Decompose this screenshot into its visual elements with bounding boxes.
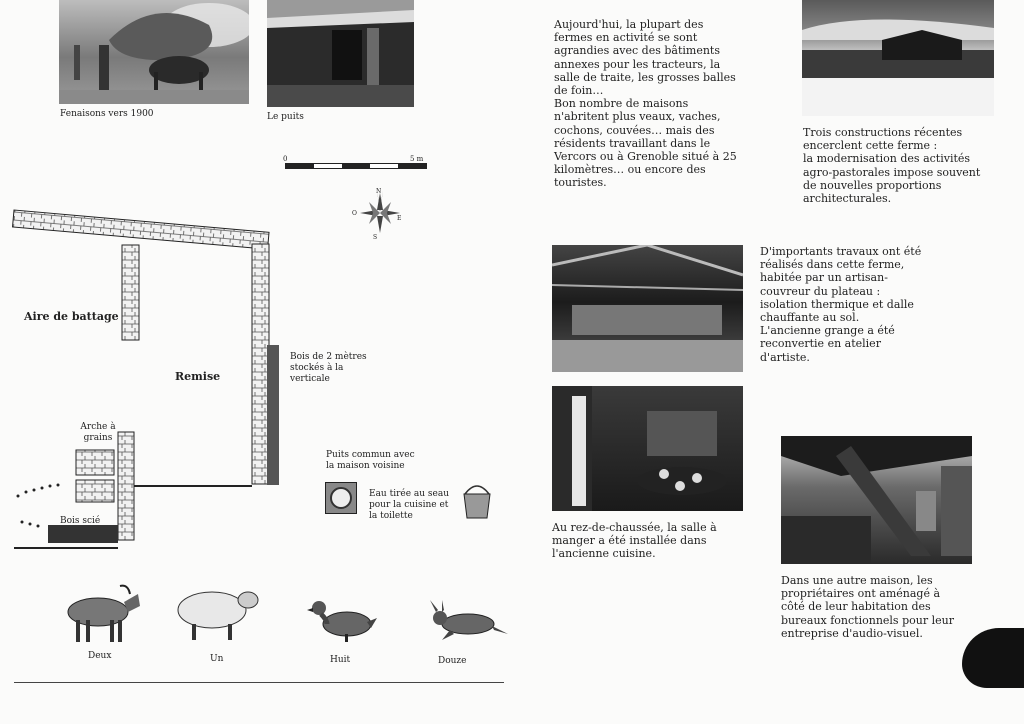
photo-puits <box>267 0 414 107</box>
photo-office <box>781 436 972 564</box>
compass-n: N <box>376 188 382 195</box>
caption-fenaisons: Fenaisons vers 1900 <box>60 109 154 119</box>
plan-puits-commun: Puits commun avec la maison voisine <box>326 450 415 471</box>
duck-icon <box>307 596 379 648</box>
office-scene <box>781 436 972 564</box>
animal-label-duck: Huit <box>330 655 351 665</box>
text-modern-farms: Aujourd'hui, la plupart des fermes en activité se sont agrandies avec des bâtiments annexes pour les tracteurs, la salle de traite, les grosses balles de foin… Bon nombre de maisons n'abritent plus veaux, vaches, cochons, couvées… mais des résidents travaillant dans le Vercors ou à Grenoble situé à 25 kilomètres… ou encore des touristes. <box>554 18 737 190</box>
scale-end-label: 5 m <box>410 155 424 163</box>
text-dining-room: Au rez-de-chaussée, la salle à manger a été installée dans l'ancienne cuisine. <box>552 521 717 561</box>
rabbit-icon <box>424 600 510 648</box>
floor-plan <box>0 200 290 560</box>
dining-scene <box>552 386 743 511</box>
photo-fenaisons <box>59 0 249 104</box>
well-icon <box>325 482 357 514</box>
plan-bois: Bois de 2 mètres stockés à la verticale <box>290 352 367 384</box>
plan-bois-scie: Bois scié <box>60 516 101 526</box>
animal-label-sheep: Un <box>210 654 224 664</box>
plan-remise: Remise <box>175 370 221 383</box>
caption-puits: Le puits <box>267 112 304 122</box>
text-renovation: D'importants travaux ont été réalisés dans cette ferme, habitée par un artisan-couvreur du plateau : isolation thermique et dalle chauffante au sol. L'ancienne grange a été reconvertie en atelier d'artiste. <box>760 245 922 364</box>
photo-snow-farm <box>802 0 994 116</box>
plan-aire-de-battage: Aire de battage <box>24 310 119 323</box>
scale-start-label: 0 <box>283 155 288 163</box>
plan-eau: Eau tirée au seau pour la cuisine et la toilette <box>369 489 450 521</box>
compass-o: O <box>352 210 357 217</box>
bottom-rule <box>14 682 504 683</box>
photo-workshop <box>552 245 743 372</box>
photo-dining-room <box>552 386 743 511</box>
workshop-scene <box>552 245 743 372</box>
snow-scene <box>802 0 994 116</box>
text-audio-visual: Dans une autre maison, les propriétaires ont aménagé à côté de leur habitation des bureaux fonctionnels pour leur entreprise d'audio-visuel. <box>781 574 954 640</box>
plan-arche: Arche à grains <box>80 422 116 443</box>
goat-icon <box>58 582 142 650</box>
text-recent-constructions: Trois constructions récentes encerclent cette ferme : la modernisation des activités agro-pastorales impose souvent de nouvelles proportions architecturales. <box>803 126 981 206</box>
animal-label-goat: Deux <box>88 651 112 661</box>
sheep-icon <box>174 586 260 646</box>
animal-label-rabbit: Douze <box>438 656 467 666</box>
well-scene <box>267 0 414 107</box>
compass-e: E <box>397 215 402 222</box>
ink-blot <box>962 628 1024 688</box>
scale-bar <box>285 163 427 169</box>
bucket-icon <box>461 482 493 524</box>
haymaking-scene <box>59 0 249 104</box>
compass-s: S <box>373 234 378 241</box>
